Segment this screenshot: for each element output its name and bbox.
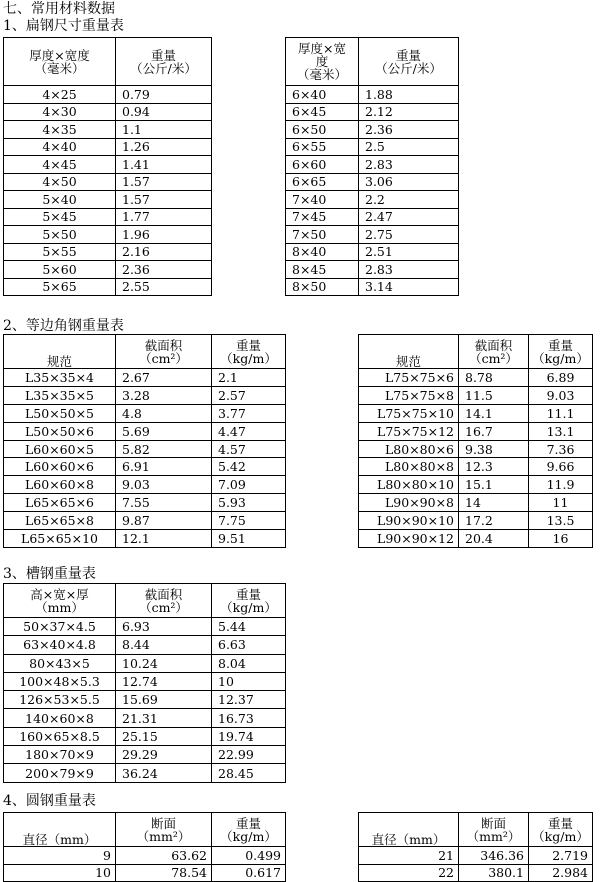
header-diameter-right: 直径（mm）: [359, 813, 459, 847]
weight-cell: 5.44: [212, 618, 286, 636]
weight-cell: 6.63: [212, 636, 286, 654]
weight-cell: 11.9: [529, 476, 593, 494]
size-cell: 7×40: [286, 191, 359, 209]
weight-cell: 5.42: [212, 458, 286, 476]
header-area: 断面 （mm²）: [116, 813, 212, 847]
area-cell: 5.82: [116, 440, 212, 458]
weight-cell: 2.12: [359, 103, 459, 121]
spec-cell: L60×60×5: [4, 440, 116, 458]
weight-cell: 1.88: [359, 86, 459, 104]
weight-cell: 2.16: [116, 243, 212, 261]
table-row: [4, 764, 286, 782]
spec-cell: L65×65×8: [4, 512, 116, 530]
size-cell: 6×55: [286, 138, 359, 156]
area-cell: 16.7: [459, 422, 529, 440]
area-cell: 346.36: [459, 847, 529, 865]
weight-cell: 2.75: [359, 226, 459, 244]
header-spec: 高×宽×厚 （mm）: [4, 584, 116, 618]
weight-cell: 2.51: [359, 243, 459, 261]
area-cell: 15.69: [116, 691, 212, 709]
weight-cell: 2.1: [212, 369, 286, 387]
size-cell: 5×55: [4, 243, 116, 261]
weight-cell: 2.36: [116, 261, 212, 279]
size-cell: 6×45: [286, 103, 359, 121]
size-cell: 5×50: [4, 226, 116, 244]
weight-cell: 2.5: [359, 138, 459, 156]
area-cell: 12.1: [116, 530, 212, 548]
weight-cell: 22.99: [212, 746, 286, 764]
weight-cell: 1.57: [116, 173, 212, 191]
weight-cell: 7.36: [529, 440, 593, 458]
spec-cell: 100×48×5.3: [4, 672, 116, 690]
area-cell: 78.54: [116, 864, 212, 882]
weight-cell: 9.03: [529, 386, 593, 404]
spec-cell: L60×60×6: [4, 458, 116, 476]
size-cell: 4×25: [4, 86, 116, 104]
spec-cell: L60×60×8: [4, 476, 116, 494]
size-cell: 4×30: [4, 103, 116, 121]
area-cell: 12.3: [459, 458, 529, 476]
spec-cell: L90×90×8: [359, 494, 459, 512]
weight-cell: 1.1: [116, 121, 212, 139]
area-cell: 12.74: [116, 672, 212, 690]
area-cell: 9.87: [116, 512, 212, 530]
weight-cell: 2.55: [116, 278, 212, 296]
area-cell: 8.44: [116, 636, 212, 654]
flat-steel-title: 1、扁钢尺寸重量表: [3, 18, 124, 34]
size-cell: 4×50: [4, 173, 116, 191]
area-cell: 29.29: [116, 746, 212, 764]
weight-cell: 12.37: [212, 691, 286, 709]
table-row: [4, 709, 286, 727]
weight-cell: 16: [529, 530, 593, 548]
weight-cell: 11: [529, 494, 593, 512]
weight-cell: 19.74: [212, 727, 286, 745]
weight-cell: 2.83: [359, 261, 459, 279]
spec-cell: L90×90×10: [359, 512, 459, 530]
area-cell: 5.69: [116, 422, 212, 440]
header-weight: 重量 （kg/m）: [212, 813, 286, 847]
weight-cell: 3.06: [359, 173, 459, 191]
spec-cell: 160×65×8.5: [4, 727, 116, 745]
spec-cell: 140×60×8: [4, 709, 116, 727]
weight-cell: 0.79: [116, 86, 212, 104]
diameter-cell: 22: [359, 864, 459, 882]
area-cell: 14.1: [459, 404, 529, 422]
size-cell: 6×40: [286, 86, 359, 104]
weight-cell: 4.47: [212, 422, 286, 440]
angle-steel-table: [3, 334, 593, 548]
header-weight: 重量 （kg/m）: [212, 584, 286, 618]
size-cell: 4×45: [4, 156, 116, 174]
table-row: [4, 672, 286, 690]
weight-cell: 1.41: [116, 156, 212, 174]
size-cell: 8×40: [286, 243, 359, 261]
spec-cell: L65×65×6: [4, 494, 116, 512]
size-cell: 6×65: [286, 173, 359, 191]
round-steel-table: [3, 812, 593, 882]
area-cell: 15.1: [459, 476, 529, 494]
channel-steel-title: 3、槽钢重量表: [3, 566, 96, 582]
area-cell: 10.24: [116, 654, 212, 672]
diameter-cell: 10: [4, 864, 116, 882]
spec-cell: 126×53×5.5: [4, 691, 116, 709]
table-row: [4, 691, 286, 709]
table-row: [4, 618, 286, 636]
size-cell: 4×40: [4, 138, 116, 156]
header-area: 截面积 （cm²）: [116, 335, 212, 369]
area-cell: 14: [459, 494, 529, 512]
area-cell: 36.24: [116, 764, 212, 782]
area-cell: 11.5: [459, 386, 529, 404]
table-row: [4, 654, 286, 672]
weight-cell: 8.04: [212, 654, 286, 672]
weight-cell: 9.66: [529, 458, 593, 476]
weight-cell: 16.73: [212, 709, 286, 727]
header-area-right: 断面 （mm²）: [459, 813, 529, 847]
size-cell: 6×60: [286, 156, 359, 174]
area-cell: 380.1: [459, 864, 529, 882]
header-weight-right: 重量 （kg/m）: [529, 335, 593, 369]
area-cell: 3.28: [116, 386, 212, 404]
header-diameter: 直径（mm）: [4, 813, 116, 847]
header-weight-right: 重量 （kg/m）: [529, 813, 593, 847]
weight-cell: 2.719: [529, 847, 593, 865]
size-cell: 5×40: [4, 191, 116, 209]
area-cell: 6.93: [116, 618, 212, 636]
area-cell: 8.78: [459, 369, 529, 387]
area-cell: 9.03: [116, 476, 212, 494]
round-steel-title: 4、圆钢重量表: [3, 793, 96, 809]
spec-cell: L80×80×8: [359, 458, 459, 476]
size-cell: 5×45: [4, 208, 116, 226]
weight-cell: 6.89: [529, 369, 593, 387]
table-row: [4, 746, 286, 764]
diameter-cell: 9: [4, 847, 116, 865]
header-weight: 重量 （公斤/米）: [116, 38, 212, 86]
weight-cell: 2.36: [359, 121, 459, 139]
weight-cell: 2.47: [359, 208, 459, 226]
weight-cell: 4.57: [212, 440, 286, 458]
spec-cell: L35×35×4: [4, 369, 116, 387]
weight-cell: 1.96: [116, 226, 212, 244]
spec-cell: 200×79×9: [4, 764, 116, 782]
table-gap: [286, 335, 359, 548]
area-cell: 63.62: [116, 847, 212, 865]
size-cell: 4×35: [4, 121, 116, 139]
spec-cell: L65×65×10: [4, 530, 116, 548]
table-row: [4, 636, 286, 654]
header-thickness-width-right: 厚度×宽 度 （毫米）: [286, 38, 359, 86]
angle-steel-title: 2、等边角钢重量表: [3, 318, 124, 334]
spec-cell: L50×50×5: [4, 404, 116, 422]
area-cell: 6.91: [116, 458, 212, 476]
header-weight-right: 重量 （公斤/米）: [359, 38, 459, 86]
header-spec: 规范: [4, 335, 116, 369]
size-cell: 8×50: [286, 278, 359, 296]
weight-cell: 7.09: [212, 476, 286, 494]
header-weight: 重量 （kg/m）: [212, 335, 286, 369]
flat-steel-table: [3, 37, 459, 296]
spec-cell: L80×80×6: [359, 440, 459, 458]
weight-cell: 13.1: [529, 422, 593, 440]
table-gap: [212, 38, 286, 296]
weight-cell: 2.83: [359, 156, 459, 174]
weight-cell: 13.5: [529, 512, 593, 530]
area-cell: 4.8: [116, 404, 212, 422]
weight-cell: 0.94: [116, 103, 212, 121]
spec-cell: L75×75×12: [359, 422, 459, 440]
table-gap: [286, 813, 359, 882]
weight-cell: 3.77: [212, 404, 286, 422]
size-cell: 5×65: [4, 278, 116, 296]
weight-cell: 3.14: [359, 278, 459, 296]
spec-cell: L90×90×12: [359, 530, 459, 548]
weight-cell: 2.2: [359, 191, 459, 209]
header-thickness-width: 厚度×宽度 （毫米）: [4, 38, 116, 86]
channel-steel-table: [3, 583, 286, 783]
weight-cell: 28.45: [212, 764, 286, 782]
weight-cell: 2.984: [529, 864, 593, 882]
weight-cell: 5.93: [212, 494, 286, 512]
spec-cell: 50×37×4.5: [4, 618, 116, 636]
area-cell: 20.4: [459, 530, 529, 548]
spec-cell: L80×80×10: [359, 476, 459, 494]
weight-cell: 0.499: [212, 847, 286, 865]
table-row: [4, 727, 286, 745]
area-cell: 25.15: [116, 727, 212, 745]
weight-cell: 9.51: [212, 530, 286, 548]
weight-cell: 1.77: [116, 208, 212, 226]
area-cell: 2.67: [116, 369, 212, 387]
spec-cell: 80×43×5: [4, 654, 116, 672]
size-cell: 7×50: [286, 226, 359, 244]
spec-cell: L35×35×5: [4, 386, 116, 404]
spec-cell: 63×40×4.8: [4, 636, 116, 654]
area-cell: 9.38: [459, 440, 529, 458]
header-area-right: 截面积 （cm²）: [459, 335, 529, 369]
size-cell: 8×45: [286, 261, 359, 279]
area-cell: 7.55: [116, 494, 212, 512]
weight-cell: 1.57: [116, 191, 212, 209]
header-spec-right: 规范: [359, 335, 459, 369]
spec-cell: L75×75×8: [359, 386, 459, 404]
weight-cell: 1.26: [116, 138, 212, 156]
size-cell: 6×50: [286, 121, 359, 139]
weight-cell: 11.1: [529, 404, 593, 422]
size-cell: 5×60: [4, 261, 116, 279]
header-area: 截面积 （cm²）: [116, 584, 212, 618]
size-cell: 7×45: [286, 208, 359, 226]
weight-cell: 10: [212, 672, 286, 690]
spec-cell: L75×75×10: [359, 404, 459, 422]
weight-cell: 7.75: [212, 512, 286, 530]
area-cell: 21.31: [116, 709, 212, 727]
weight-cell: 0.617: [212, 864, 286, 882]
area-cell: 17.2: [459, 512, 529, 530]
spec-cell: L75×75×6: [359, 369, 459, 387]
weight-cell: 2.57: [212, 386, 286, 404]
diameter-cell: 21: [359, 847, 459, 865]
spec-cell: 180×70×9: [4, 746, 116, 764]
spec-cell: L50×50×6: [4, 422, 116, 440]
page-title: 七、常用材料数据: [3, 1, 115, 17]
